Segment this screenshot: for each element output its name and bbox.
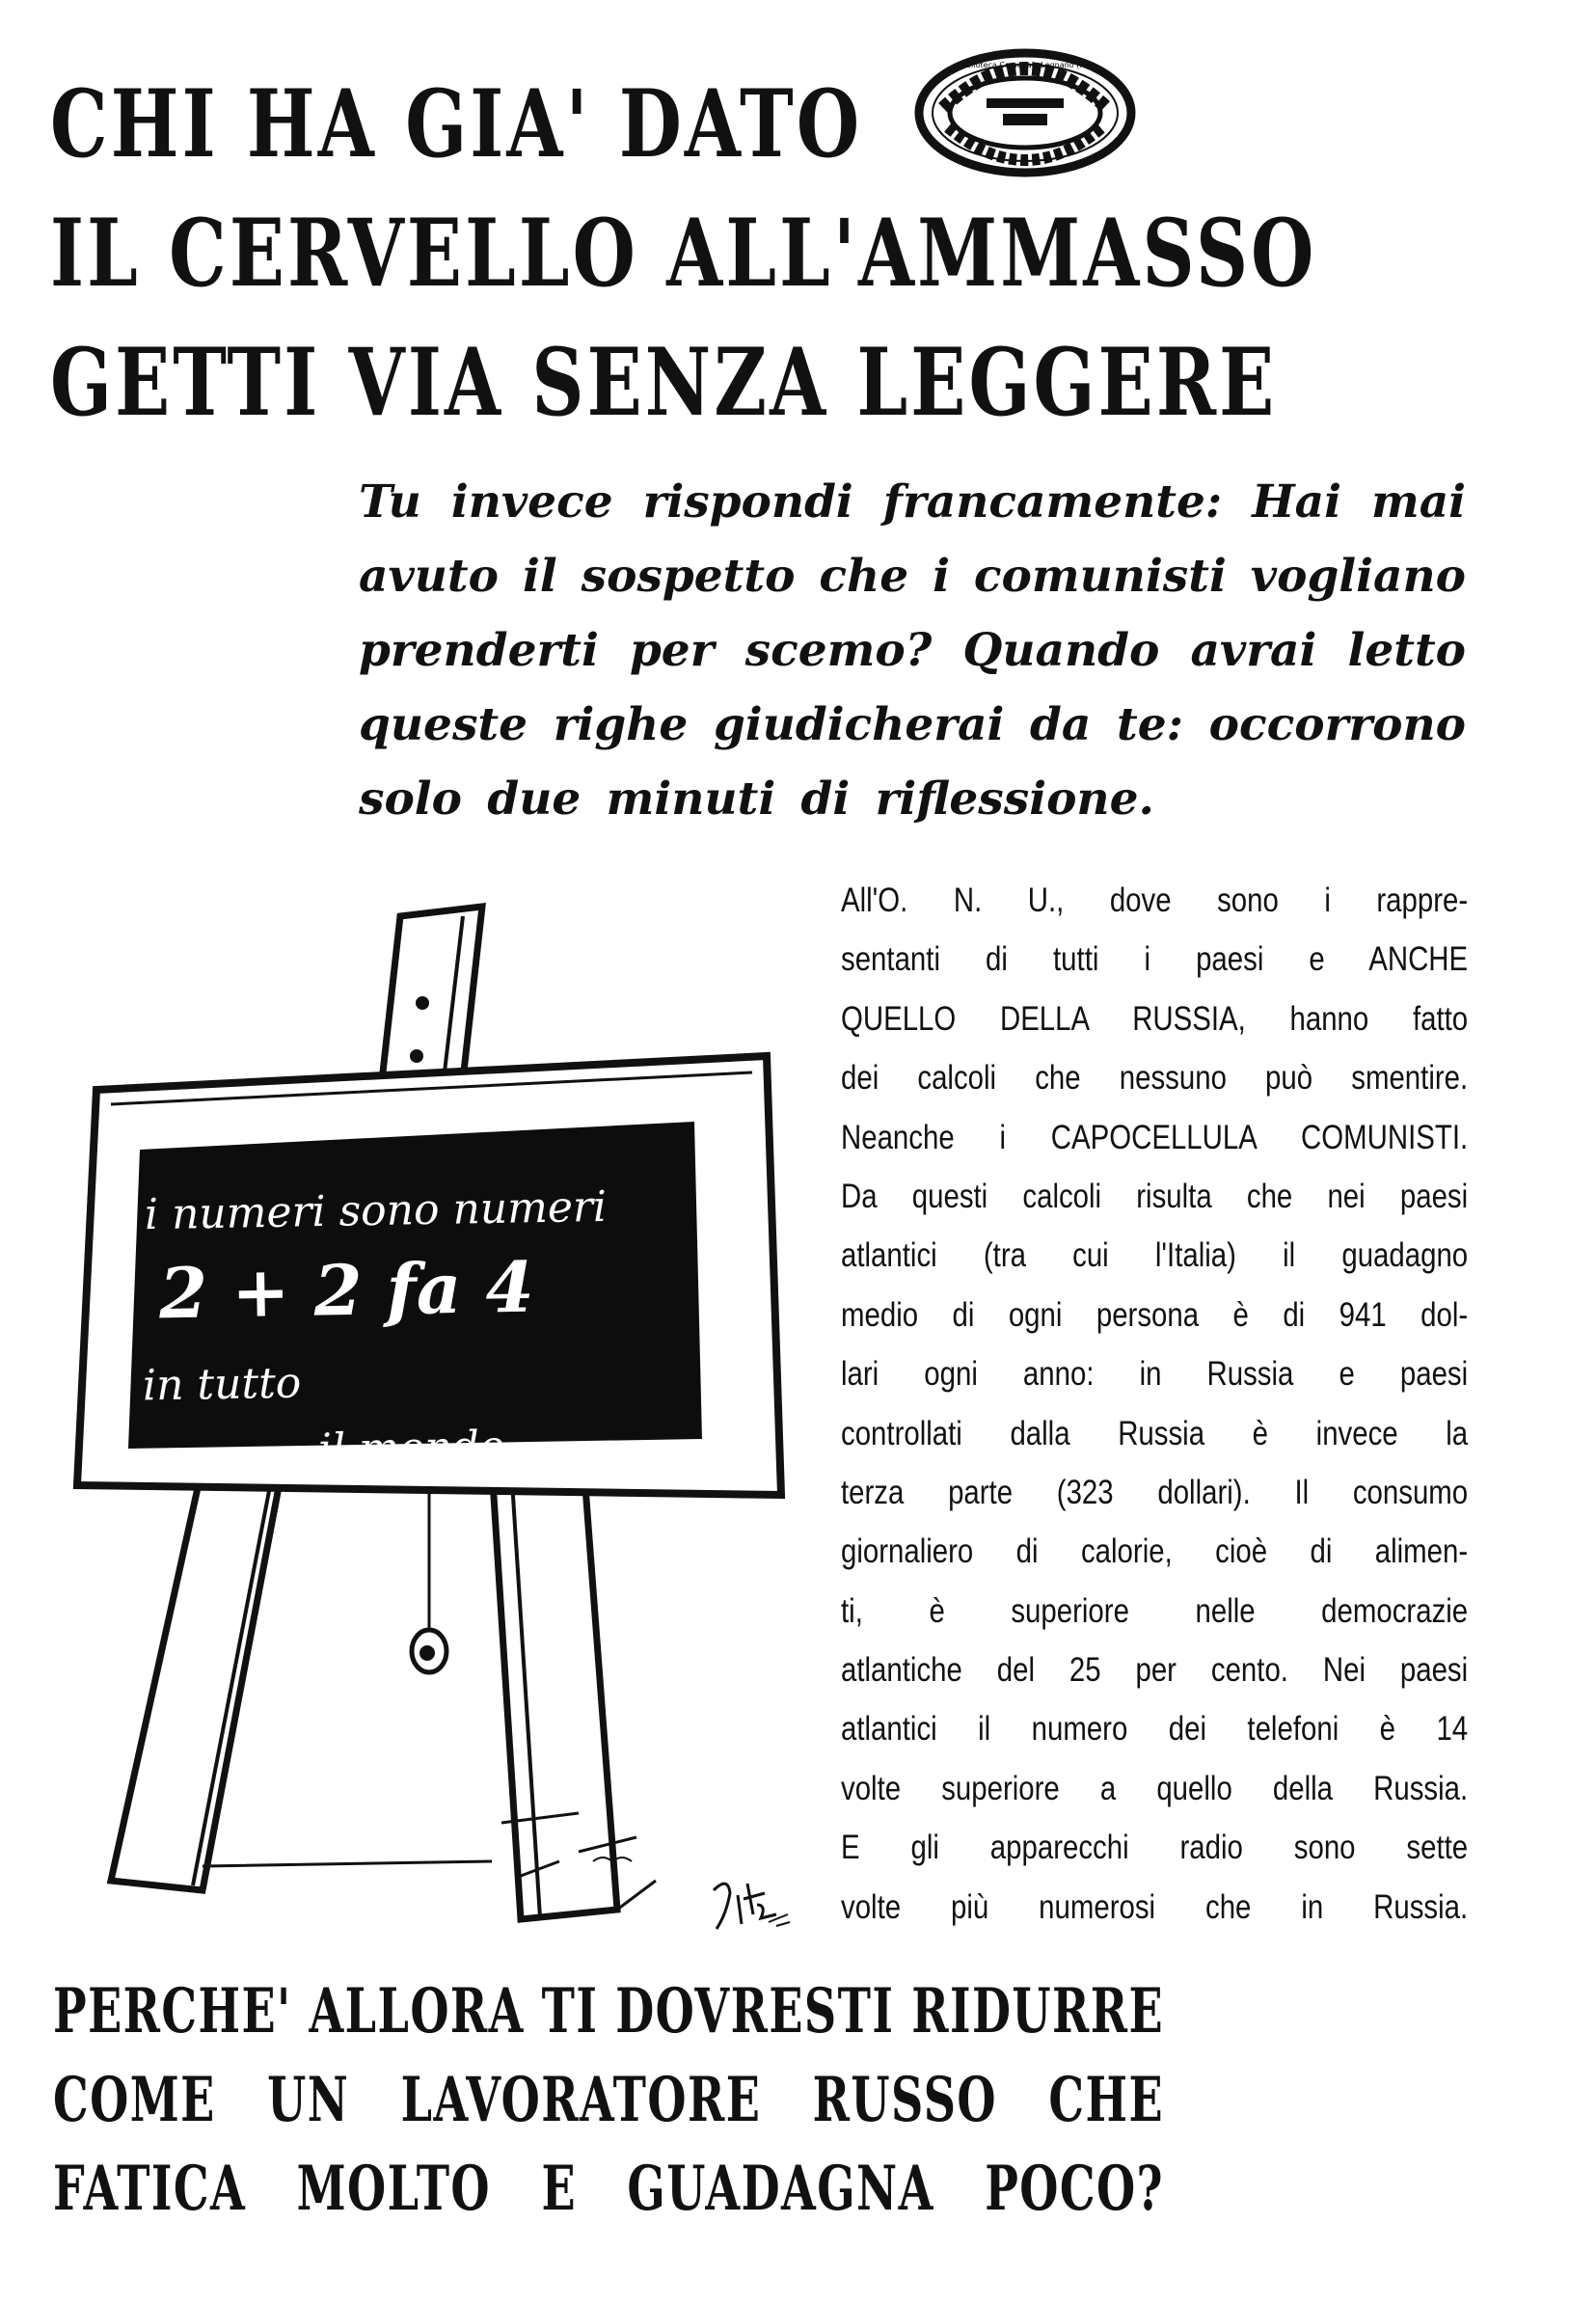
headline-line: CHI HA GIA' DATO [50, 69, 863, 178]
body-line: dei calcoli che nessuno può smentire. [841, 1059, 1469, 1098]
blackboard-equation: 2 + 2 fa 4 [158, 1245, 535, 1335]
body-line: QUELLO DELLA RUSSIA, hanno fatto [841, 999, 1469, 1038]
blackboard-line: in tutto [142, 1358, 302, 1411]
body-line: volte superiore a quello della Russia. [841, 1769, 1469, 1807]
body-line: terza parte (323 dollari). Il consumo [841, 1473, 1469, 1511]
body-line: atlantici (tra cui l'Italia) il guadagno [841, 1236, 1469, 1275]
body-line: sentanti di tutti i paesi e ANCHE [841, 940, 1469, 979]
body-line: giornaliero di calorie, cioè di alimen- [841, 1532, 1469, 1571]
intro-line: solo due minuti di riflessione. [359, 773, 1154, 826]
body-line: lari ogni anno: in Russia e paesi [841, 1355, 1469, 1394]
artist-signature [709, 1876, 796, 1934]
body-line: E gli apparecchi radio sono sette [841, 1829, 1469, 1867]
body-line: atlantiche del 25 per cento. Nei paesi [841, 1651, 1469, 1690]
headline-line: GETTI VIA SENZA LEGGERE [50, 328, 1278, 437]
easel-blackboard-illustration [58, 897, 829, 1939]
body-line: medio di ogni persona è di 941 dol- [841, 1295, 1469, 1334]
body-line: All'O. N. U., dove sono i rappre- [841, 881, 1469, 919]
intro-line: prenderti per scemo? Quando avrai letto [359, 624, 1466, 677]
blackboard-line: il mondo [317, 1422, 505, 1475]
body-line: atlantici il numero dei telefoni è 14 [841, 1710, 1469, 1749]
headline-line: IL CERVELLO ALL'AMMASSO [50, 199, 1317, 308]
intro-line: avuto il sospetto che i comunisti vogliano [359, 550, 1466, 603]
body-line: Neanche i CAPOCELLULA COMUNISTI. [841, 1118, 1469, 1156]
blackboard-line: i numeri sono numeri [144, 1181, 608, 1240]
closing-line: COME UN LAVORATORE RUSSO CHE [53, 2064, 1164, 2136]
library-stamp [914, 48, 1136, 178]
body-line: Da questi calcoli risulta che nei paesi [841, 1177, 1469, 1215]
closing-line: FATICA MOLTO E GUADAGNA POCO? [53, 2153, 1164, 2225]
closing-line: PERCHE' ALLORA TI DOVRESTI RIDURRE [53, 1975, 1164, 2047]
intro-line: queste righe giudicherai da te: occorrono [359, 698, 1466, 751]
body-text-column [841, 871, 1468, 1937]
body-line: ti, è superiore nelle democrazie [841, 1591, 1469, 1630]
body-line: controllati dalla Russia è invece la [841, 1414, 1469, 1452]
intro-line: Tu invece rispondi francamente: Hai mai [359, 475, 1466, 529]
body-line: volte più numerosi che in Russia. [841, 1887, 1469, 1926]
closing-question [53, 1967, 1162, 2234]
stamp-text: Biblioteca Comunale Legnano (MI) [959, 61, 1092, 69]
intro-paragraph [359, 465, 1466, 836]
